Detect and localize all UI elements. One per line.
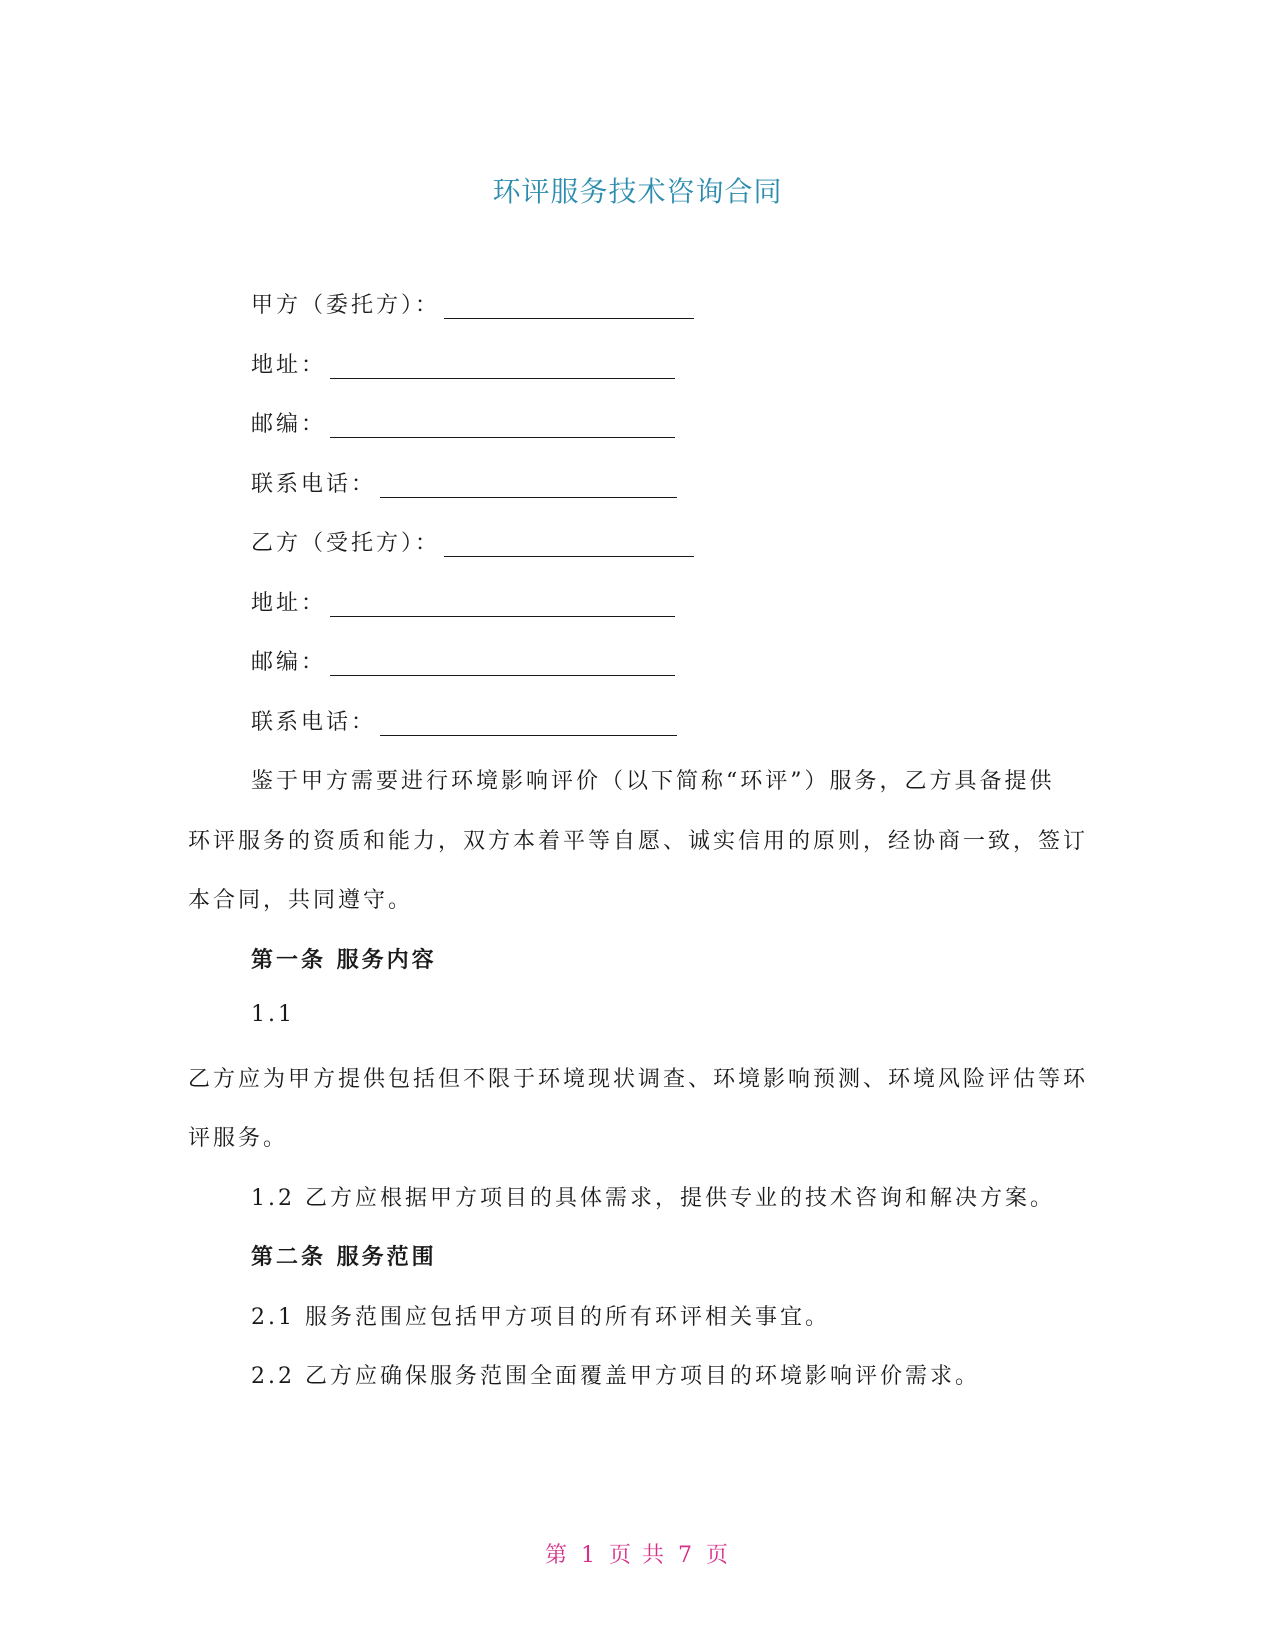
party-a-postcode-blank <box>330 415 675 438</box>
party-b-phone-blank <box>380 713 677 736</box>
footer-page-number: 1 <box>581 1543 597 1568</box>
party-a-name-blank <box>444 296 694 319</box>
footer-suffix: 页 <box>706 1543 731 1568</box>
party-b-address-blank <box>330 594 675 617</box>
article-1-heading: 第一条 服务内容 <box>251 947 437 973</box>
party-b-postcode-blank <box>330 653 675 676</box>
party-a-phone-label: 联系电话： <box>251 472 377 497</box>
footer-middle: 页 共 <box>609 1543 666 1568</box>
document-title: 环评服务技术咨询合同 <box>492 175 783 208</box>
page-footer <box>0 1538 1275 1569</box>
article-1-item-2: 1.2 乙方应根据甲方项目的具体需求，提供专业的技术咨询和解决方案。 <box>251 1186 1055 1211</box>
party-a-phone-field <box>251 467 677 498</box>
party-b-postcode-label: 邮编： <box>251 650 327 675</box>
article-1-item-1-line-1: 乙方应为甲方提供包括但不限于环境现状调查、环境影响预测、环境风险评估等环 <box>188 1067 1089 1092</box>
party-a-phone-blank <box>380 475 677 498</box>
party-b-address-label: 地址： <box>251 591 327 616</box>
party-a-address-field <box>251 348 675 379</box>
party-a-address-label: 地址： <box>251 353 327 378</box>
party-b-name-field <box>251 526 694 557</box>
party-a-postcode-field <box>251 407 675 438</box>
article-1-item-1-line-2: 评服务。 <box>188 1126 289 1151</box>
article-2-item-1: 2.1 服务范围应包括甲方项目的所有环评相关事宜。 <box>251 1305 830 1330</box>
preamble-line-2: 环评服务的资质和能力，双方本着平等自愿、诚实信用的原则，经协商一致，签订 <box>188 829 1089 854</box>
party-a-address-blank <box>330 356 675 379</box>
footer-total-pages: 7 <box>678 1543 694 1568</box>
party-b-name-blank <box>444 534 694 557</box>
party-b-name-label: 乙方（受托方）： <box>251 531 441 556</box>
party-a-name-field <box>251 288 694 319</box>
party-b-phone-field <box>251 705 677 736</box>
article-2-heading: 第二条 服务范围 <box>251 1244 437 1270</box>
preamble-line-1: 鉴于甲方需要进行环境影响评价（以下简称“环评”）服务，乙方具备提供 <box>251 769 1055 794</box>
footer-prefix: 第 <box>544 1543 569 1568</box>
party-a-name-label: 甲方（委托方）： <box>251 293 441 318</box>
preamble-line-3: 本合同，共同遵守。 <box>188 888 414 913</box>
party-a-postcode-label: 邮编： <box>251 412 327 437</box>
party-b-postcode-field <box>251 645 675 676</box>
article-2-item-2: 2.2 乙方应确保服务范围全面覆盖甲方项目的环境影响评价需求。 <box>251 1364 980 1389</box>
party-b-address-field <box>251 586 675 617</box>
article-1-item-1-number: 1.1 <box>251 1002 295 1027</box>
party-b-phone-label: 联系电话： <box>251 710 377 735</box>
